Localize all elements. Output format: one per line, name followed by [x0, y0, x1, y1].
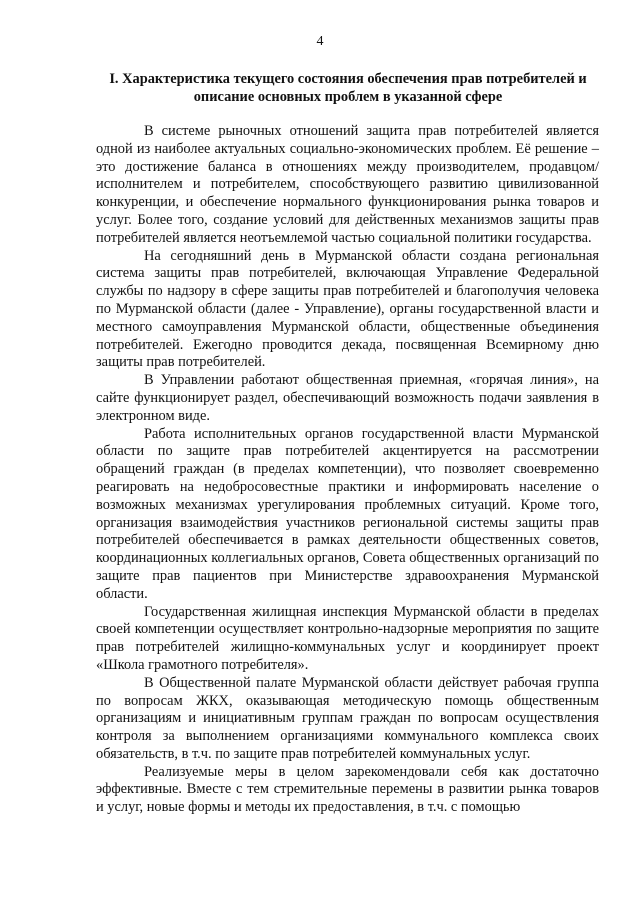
- paragraph-executive-bodies: Работа исполнительных органов государственной власти Мурманской области по защите прав потребителей акцентируется на рассмотрении обращений граждан (в пределах компетенции), что позволяет своевременно реагировать на недобросовестные практики и информировать население о возможных механизмах урегулирования проблемных ситуаций. Кроме того, организация взаимодействия участников региональной системы защиты прав потребителей обеспечивается в рамках деятельности общественных советов, координационных коллегиальных органов, Совета общественных организаций по защите прав пациентов при Министерстве здравоохранения Мурманской области.: [96, 425, 599, 602]
- body-text: [96, 123, 599, 817]
- paragraph-regional-system: На сегодняшний день в Мурманской области создана региональная система защиты прав потребителей, включающая Управление Федеральной службы по надзору в сфере защиты прав потребителей и благополучия человека по Мурманской области (далее - Управление), органы государственной власти и местного самоуправления Мурманской области, общественные объединения потребителей. Ежегодно проводится декада, посвященная Всемирному дню защиты прав потребителей.: [96, 247, 599, 371]
- section-heading: I. Характеристика текущего состояния обеспечения прав потребителей и описание основных проблем в указанной сфере: [109, 71, 587, 105]
- paragraph-reception-hotline: В Управлении работают общественная приемная, «горячая линия», на сайте функционирует раздел, обеспечивающий возможность подачи заявления в электронном виде.: [96, 372, 599, 424]
- page-number: 4: [316, 34, 324, 49]
- paragraph-consumer-protection-importance: В системе рыночных отношений защита прав потребителей является одной из наиболее актуальных социально-экономических проблем. Её решение – это достижение баланса в отношениях между производителем, продавцом/исполнителем и потребителем, способствующего развитию цивилизованной конкуренции, и обеспечение нормального функционирования рынка товаров и услуг. Более того, создание условий для действенных механизмов защиты прав потребителей является неотъемлемой частью социальной политики государства.: [96, 123, 599, 246]
- paragraph-housing-inspection: Государственная жилищная инспекция Мурманской области в пределах своей компетенции осуществляет контрольно-надзорные мероприятия по защите прав потребителей жилищно-коммунальных услуг и координирует проект «Школа грамотного потребителя».: [96, 603, 599, 673]
- paragraph-measures-effectiveness: Реализуемые меры в целом зарекомендовали себя как достаточно эффективные. Вместе с тем стремительные перемены в развитии рынка товаров и услуг, новые формы и методы их предоставления, в т.ч. с помощью: [96, 763, 599, 816]
- paragraph-public-chamber: В Общественной палате Мурманской области действует рабочая группа по вопросам ЖКХ, оказывающая методическую помощь общественным организациям и инициативным группам граждан по вопросам осуществления контроля за выполнением организациями коммунального комплекса своих обязательств, в т.ч. по защите прав потребителей коммунальных услуг.: [96, 674, 599, 762]
